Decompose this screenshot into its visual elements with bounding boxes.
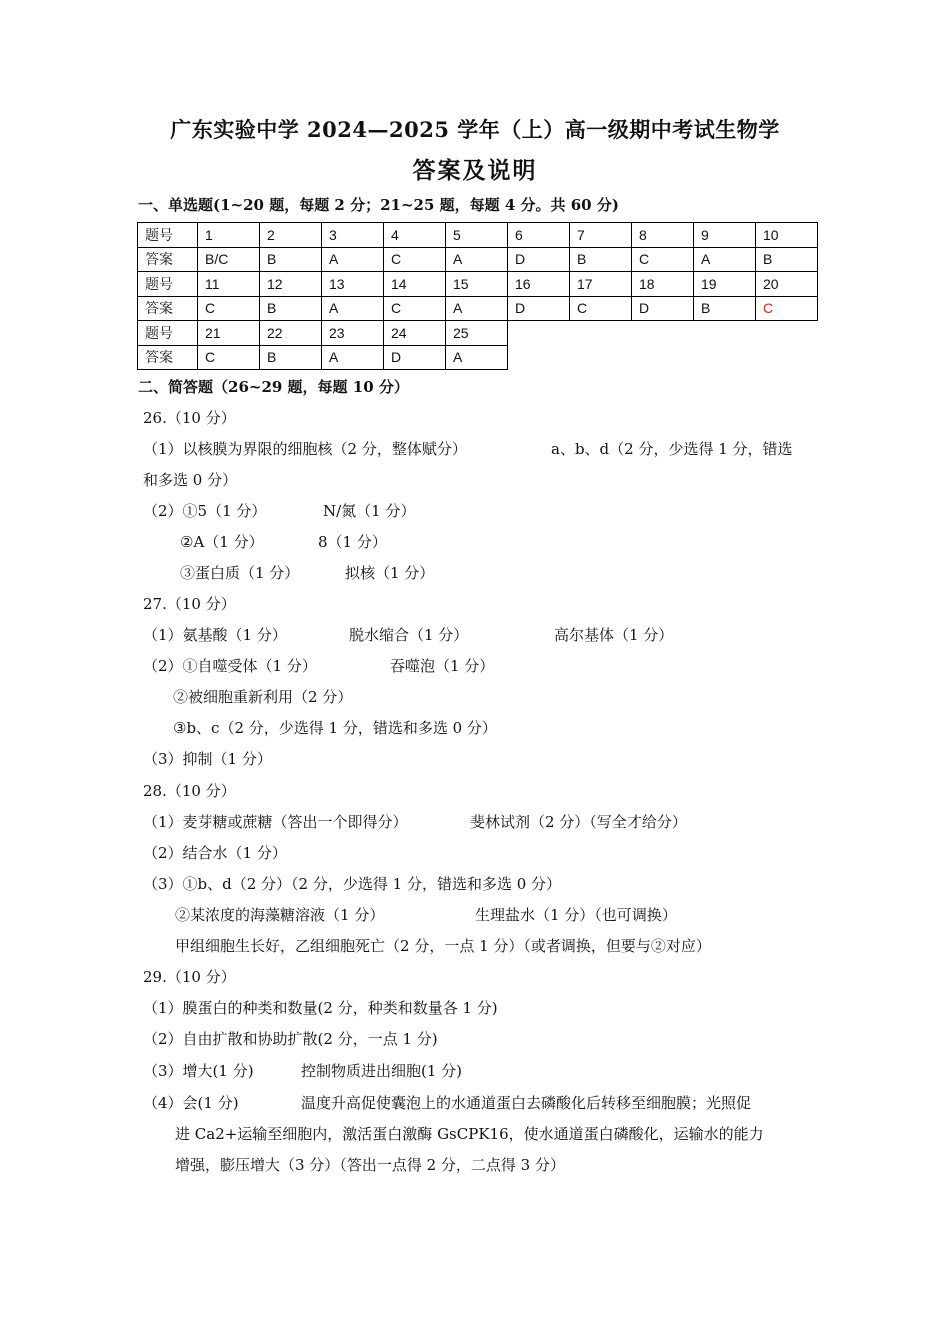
answer-cell: C <box>384 247 446 272</box>
empty-cell <box>694 345 756 370</box>
answer-label-cell: 答案 <box>138 296 198 321</box>
q27-1-part-c: 高尔基体（1 分） <box>554 626 674 644</box>
q27-line5: （3）抑制（1 分） <box>143 750 272 768</box>
q28-4-part-b: 生理盐水（1 分）（也可调换） <box>475 906 677 924</box>
section2-heading: 二、简答题（26~29 题，每题 10 分） <box>138 378 409 396</box>
answer-cell: A <box>446 247 508 272</box>
question-number-cell: 2 <box>260 223 322 248</box>
empty-cell <box>632 345 694 370</box>
q29-3-part-b: 控制物质进出细胞(1 分) <box>301 1062 463 1080</box>
question-number-cell: 17 <box>570 272 632 297</box>
question-number-cell: 18 <box>632 272 694 297</box>
answer-cell: D <box>632 296 694 321</box>
answer-cell: B <box>570 247 632 272</box>
empty-cell <box>570 321 632 346</box>
answer-cell: A <box>322 345 384 370</box>
q26-heading: 26.（10 分） <box>143 409 236 427</box>
q28-line2: （2）结合水（1 分） <box>143 844 287 862</box>
answer-label-cell: 答案 <box>138 247 198 272</box>
question-number-cell: 23 <box>322 321 384 346</box>
question-number-cell: 15 <box>446 272 508 297</box>
question-number-cell: 6 <box>508 223 570 248</box>
q29-line2: （2）自由扩散和协助扩散(2 分，一点 1 分) <box>143 1030 438 1048</box>
question-number-row <box>138 223 818 248</box>
answer-cell: C <box>570 296 632 321</box>
q28-1-part-a: （1）麦芽糖或蔗糖（答出一个即得分） <box>143 813 408 831</box>
q27-1-part-b: 脱水缩合（1 分） <box>349 626 469 644</box>
q26-2-part-b: N/氮（1 分） <box>323 502 416 520</box>
question-number-cell: 5 <box>446 223 508 248</box>
answer-row <box>138 296 818 321</box>
answer-cell: A <box>694 247 756 272</box>
q29-line6: 增强，膨压增大（3 分）（答出一点得 2 分，二点得 3 分） <box>175 1156 565 1174</box>
question-number-row <box>138 321 818 346</box>
answer-cell: A <box>322 296 384 321</box>
q29-3-part-a: （3）增大(1 分) <box>143 1062 254 1080</box>
answer-cell: B/C <box>198 247 260 272</box>
question-number-cell: 24 <box>384 321 446 346</box>
question-number-cell: 25 <box>446 321 508 346</box>
empty-cell <box>756 321 818 346</box>
q28-heading: 28.（10 分） <box>143 782 236 800</box>
answer-cell: C <box>384 296 446 321</box>
q26-1-part-b: a、b、d（2 分，少选得 1 分，错选 <box>551 440 793 458</box>
answer-cell: B <box>756 247 818 272</box>
q27-2-part-b: 吞噬泡（1 分） <box>390 657 495 675</box>
question-number-cell: 10 <box>756 223 818 248</box>
question-number-cell: 4 <box>384 223 446 248</box>
document-subtitle: 答案及说明 <box>412 157 538 184</box>
empty-cell <box>694 321 756 346</box>
empty-cell <box>570 345 632 370</box>
q28-line3: （3）①b、d（2 分）（2 分，少选得 1 分，错选和多选 0 分） <box>143 875 562 893</box>
answer-cell: A <box>322 247 384 272</box>
q26-4-part-a: ③蛋白质（1 分） <box>180 564 300 582</box>
empty-cell <box>756 345 818 370</box>
answer-cell: B <box>260 247 322 272</box>
empty-cell <box>508 345 570 370</box>
answer-cell: A <box>446 345 508 370</box>
question-number-cell: 12 <box>260 272 322 297</box>
q26-3-part-a: ②A（1 分） <box>180 533 264 551</box>
answer-cell: D <box>384 345 446 370</box>
q29-heading: 29.（10 分） <box>143 968 236 986</box>
answer-label-cell: 答案 <box>138 345 198 370</box>
q26-4-part-b: 拟核（1 分） <box>345 564 435 582</box>
answer-cell: C <box>198 296 260 321</box>
answer-cell: D <box>508 247 570 272</box>
q26-1-part-a: （1）以核膜为界限的细胞核（2 分，整体赋分） <box>143 440 467 458</box>
answer-cell: B <box>260 345 322 370</box>
answer-cell: D <box>508 296 570 321</box>
question-number-cell: 20 <box>756 272 818 297</box>
answer-cell: B <box>260 296 322 321</box>
q28-1-part-b: 斐林试剂（2 分）（写全才给分） <box>470 813 687 831</box>
q28-line5: 甲组细胞生长好，乙组细胞死亡（2 分，一点 1 分）（或者调换，但要与②对应） <box>175 937 711 955</box>
q29-line5: 进 Ca2+运输至细胞内，激活蛋白激酶 GsCPK16，使水通道蛋白磷酸化，运输水的能力 <box>175 1125 764 1143</box>
q27-2-part-a: （2）①自噬受体（1 分） <box>143 657 317 675</box>
question-label-cell: 题号 <box>138 321 198 346</box>
question-number-row <box>138 272 818 297</box>
question-number-cell: 19 <box>694 272 756 297</box>
q26-3-part-b: 8（1 分） <box>318 533 387 551</box>
question-number-cell: 9 <box>694 223 756 248</box>
answer-cell: C <box>198 345 260 370</box>
answer-cell: C <box>756 296 818 321</box>
question-number-cell: 8 <box>632 223 694 248</box>
q26-line1-cont: 和多选 0 分） <box>143 471 238 489</box>
q27-line3: ②被细胞重新利用（2 分） <box>173 688 353 706</box>
q29-4-part-b: 温度升高促使囊泡上的水通道蛋白去磷酸化后转移至细胞膜；光照促 <box>301 1094 752 1112</box>
question-number-cell: 3 <box>322 223 384 248</box>
q29-4-part-a: （4）会(1 分) <box>143 1094 239 1112</box>
document-title: 广东实验中学 2024—2025 学年（上）高一级期中考试生物学 <box>170 117 780 142</box>
question-number-cell: 21 <box>198 321 260 346</box>
q28-4-part-a: ②某浓度的海藻糖溶液（1 分） <box>175 906 385 924</box>
question-number-cell: 11 <box>198 272 260 297</box>
answer-table <box>137 222 818 370</box>
empty-cell <box>508 321 570 346</box>
empty-cell <box>632 321 694 346</box>
answer-cell: A <box>446 296 508 321</box>
question-number-cell: 1 <box>198 223 260 248</box>
q29-line1: （1）膜蛋白的种类和数量(2 分，种类和数量各 1 分) <box>143 999 498 1017</box>
answer-cell: B <box>694 296 756 321</box>
q26-2-part-a: （2）①5（1 分） <box>143 502 267 520</box>
answer-row <box>138 247 818 272</box>
answer-row <box>138 345 818 370</box>
answer-cell: C <box>632 247 694 272</box>
question-number-cell: 22 <box>260 321 322 346</box>
q27-heading: 27.（10 分） <box>143 595 236 613</box>
question-number-cell: 14 <box>384 272 446 297</box>
question-number-cell: 13 <box>322 272 384 297</box>
question-label-cell: 题号 <box>138 223 198 248</box>
question-number-cell: 16 <box>508 272 570 297</box>
q27-1-part-a: （1）氨基酸（1 分） <box>143 626 287 644</box>
q27-line4: ③b、c（2 分，少选得 1 分，错选和多选 0 分） <box>173 719 497 737</box>
question-label-cell: 题号 <box>138 272 198 297</box>
section1-heading: 一、单选题(1~20 题，每题 2 分；21~25 题，每题 4 分。共 60 分) <box>138 196 619 214</box>
question-number-cell: 7 <box>570 223 632 248</box>
